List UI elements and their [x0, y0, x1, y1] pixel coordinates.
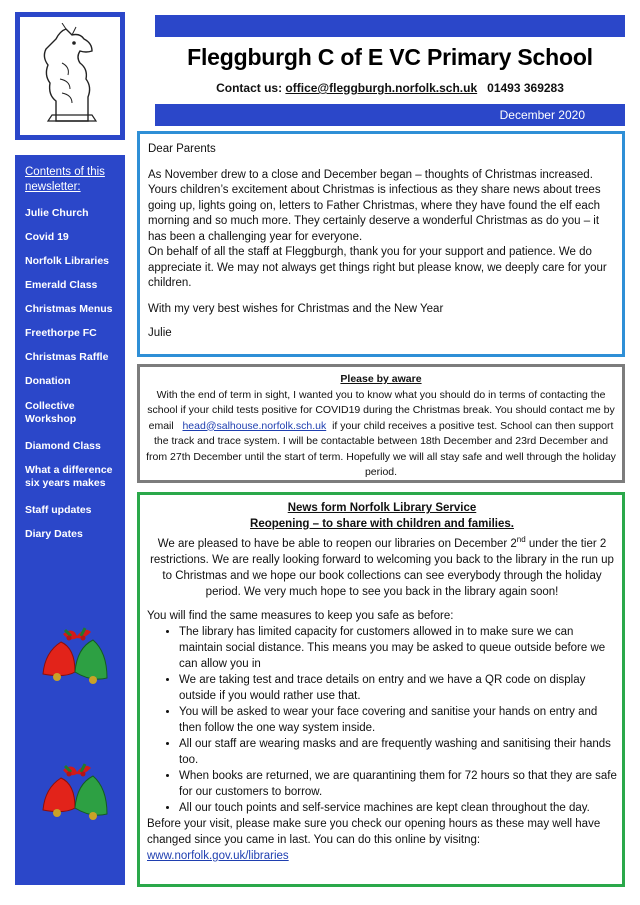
head-email-link[interactable]: head@salhouse.norfolk.sch.uk: [182, 419, 327, 432]
christmas-bells-icon: [35, 622, 115, 692]
contents-item[interactable]: Freethorpe FC: [25, 327, 97, 339]
contents-item[interactable]: Christmas Menus: [25, 303, 113, 315]
covid-notice: [137, 364, 625, 483]
list-item: • We are taking test and trace details on entry and we have a QR code on display outside if you would rather use that.: [179, 672, 617, 704]
contents-item[interactable]: Norfolk Libraries: [25, 255, 110, 267]
letter-wishes: With my very best wishes for Christmas and the New Year: [148, 302, 444, 315]
christmas-bells-icon: [35, 758, 115, 828]
header-top-bar: [155, 15, 625, 37]
contents-item[interactable]: Donation: [25, 375, 71, 387]
list-item: • All our staff are wearing masks and are frequently washing and sanitising their hands too.: [179, 736, 617, 768]
contents-title: Contents of this newsletter:: [25, 166, 105, 193]
contents-item[interactable]: Staff updates: [25, 504, 92, 516]
notice-text: if your child receives a positive test. School can then support the track and trace system. I will be contactable between 18th December and 23rd December and from 27th December until the start of term. Hopefully we will all stay safe and well through the holiday period.: [146, 419, 616, 478]
list-item: • The library has limited capacity for customers allowed in to make sure we can maintain social distance. This means you may be asked to queue outside before we can allow you in: [179, 624, 617, 672]
notice-text: With the end of term in sight, I wanted you to know what you should do in terms of contacting the school if your child tests positive for COVID19 during the Christmas break. You should contact me by email: [147, 388, 615, 432]
notice-title: Please by aware: [340, 373, 422, 385]
measures-intro: You will find the same measures to keep you safe as before:: [147, 609, 454, 622]
list-item: • All our touch points and self-service machines are kept clean throughout the day.: [179, 800, 617, 816]
contents-item[interactable]: Julie Church: [25, 207, 89, 219]
list-item: • When books are returned, we are quarantining them for 72 hours so that they are safe for our customers to borrow.: [179, 768, 617, 800]
library-subheading: Reopening – to share with children and families.: [250, 518, 514, 530]
contents-item[interactable]: Covid 19: [25, 231, 69, 243]
library-website-link[interactable]: www.norfolk.gov.uk/libraries: [147, 849, 289, 862]
list-item: • You will be asked to wear your face covering and sanitise your hands on entry and then follow the one way system inside.: [179, 704, 617, 736]
contents-item[interactable]: Diary Dates: [25, 528, 83, 540]
contents-item[interactable]: Emerald Class: [25, 279, 98, 291]
school-crest-icon: [26, 23, 114, 129]
letter-paragraph: On behalf of all the staff at Fleggburgh, thank you for your support and patience. We do appreciate it. We may not always get things right but please know, we deeply care for your children.: [148, 246, 607, 289]
school-name: Fleggburgh C of E VC Primary School: [187, 44, 593, 70]
contents-item[interactable]: What a difference six years makes: [25, 464, 113, 489]
contact-line: [155, 81, 625, 95]
library-news: [137, 492, 625, 887]
library-outro: Before your visit, please make sure you check our opening hours as these may well have changed since you came in last. You can do this online by visitng:: [147, 817, 601, 846]
letter-signoff: Julie: [148, 327, 172, 339]
letter-greeting: Dear Parents: [148, 143, 216, 155]
library-intro: We are pleased to have be able to reopen our libraries on December 2nd under the tier 2 restrictions. We are really looking forward to welcoming you back to the library in the run up to Christmas and we hope our book collections can see everybody through the holiday period. We very much hope to see you back in the library again soon!: [150, 535, 614, 598]
headteacher-letter: [137, 131, 625, 357]
date-bar: [155, 104, 625, 126]
contents-item[interactable]: Christmas Raffle: [25, 351, 109, 363]
letter-paragraph: As November drew to a close and December began – thoughts of Christmas increased. Yours children’s excitement about Christmas is infectious as they share news about trees going up, lights going on, letters to Father Christmas, where they have found the elf each morning and so much more. They certainly deserve a wonderful Christmas as do you – it has been a challenging year for everyone.: [148, 168, 601, 243]
contact-email-link[interactable]: office@fleggburgh.norfolk.sch.uk: [285, 81, 478, 95]
contact-phone: 01493 369283: [487, 81, 564, 95]
contents-item[interactable]: Collective Workshop: [25, 400, 77, 425]
contact-label: Contact us:: [216, 81, 283, 95]
newsletter-date: December 2020: [499, 108, 585, 122]
library-heading: News form Norfolk Library Service: [287, 502, 477, 514]
measures-list: [147, 624, 617, 816]
school-logo: [15, 12, 125, 140]
contents-item[interactable]: Diamond Class: [25, 440, 101, 452]
